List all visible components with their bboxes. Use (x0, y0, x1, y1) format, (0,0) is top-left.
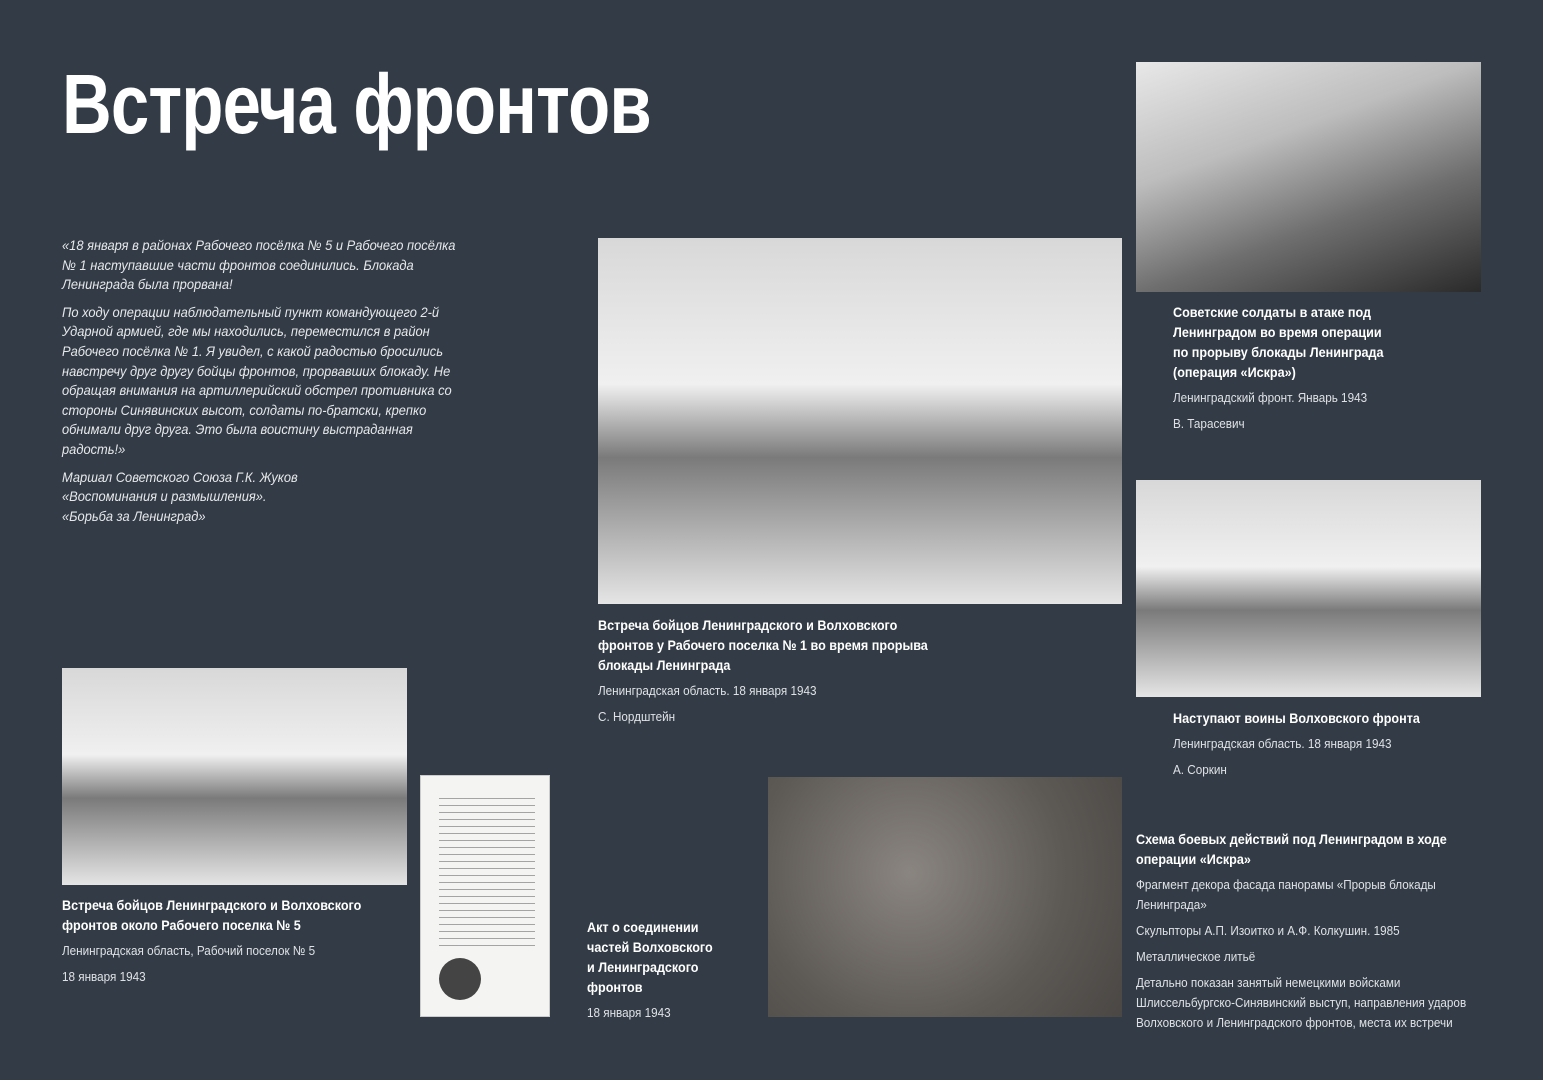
caption-attack (1173, 302, 1398, 440)
caption-author: С. Нордштейн (598, 709, 676, 724)
page-title: Встреча фронтов (62, 57, 651, 151)
quote-attribution (62, 468, 458, 527)
quote-p1: «18 января в районах Рабочего посёлка № 5 и Рабочего посёлка № 1 наступавшие части фронтов соединились. Блокада Ленинграда была прорвана! (62, 237, 456, 293)
caption-place: Ленинградская область. 18 января 1943 (598, 683, 817, 698)
document-act-image (420, 775, 550, 1017)
caption-volkhov (1173, 708, 1443, 786)
caption-line: Скульпторы А.П. Изоитко и А.Ф. Колкушин. 1985 (1136, 923, 1400, 938)
caption-meeting5 (62, 895, 386, 993)
caption-place: Ленинградская область. 18 января 1943 (1173, 736, 1392, 751)
quote-source: «Воспоминания и размышления». (62, 488, 267, 505)
caption-author: В. Тарасевич (1173, 416, 1245, 431)
caption-place: Ленинградский фронт. Январь 1943 (1173, 390, 1368, 405)
caption-line: Детально показан занятый немецкими войсками Шлиссельбургско-Синявинский выступ, направления ударов Волховского и Ленинградского фронтов, места их встречи (1136, 975, 1467, 1030)
caption-main (598, 615, 940, 733)
photo-volkhov-advance (1136, 480, 1481, 697)
caption-title: Акт о соединении частей Волховского и Ленинградского фронтов (587, 919, 713, 995)
quote-author: Маршал Советского Союза Г.К. Жуков (62, 468, 298, 485)
caption-line: Фрагмент декора фасада панорамы «Прорыв блокады Ленинграда» (1136, 877, 1436, 912)
stamp-icon (439, 958, 481, 1000)
caption-act (587, 917, 722, 1029)
caption-date: 18 января 1943 (587, 1005, 671, 1020)
caption-scheme (1136, 829, 1478, 1039)
photo-fronts-meeting (598, 238, 1122, 604)
caption-line: Металлическое литьё (1136, 949, 1256, 964)
caption-date: 18 января 1943 (62, 969, 146, 984)
caption-author: А. Соркин (1173, 762, 1227, 777)
caption-title: Наступают воины Волховского фронта (1173, 710, 1420, 726)
quote-p2: По ходу операции наблюдательный пункт командующего 2-й Ударной армией, где мы находились, переместился в район Рабочего посёлка № 1. Я увидел, с какой радостью бросились навстречу друг другу бойцы фронтов, прорвавших блокаду. Не обращая внимания на артиллерийский обстрел противника со стороны Синявинских высот, солдаты по-братски, крепко обнимали друг друга. Это была воистину выстраданная радость!» (62, 303, 452, 457)
caption-place: Ленинградская область, Рабочий поселок № 5 (62, 943, 316, 958)
photo-soldiers-attack (1136, 62, 1481, 292)
zhukov-quote (62, 236, 482, 534)
caption-title: Встреча бойцов Ленинградского и Волховского фронтов около Рабочего поселка № 5 (62, 897, 362, 933)
caption-title: Советские солдаты в атаке под Ленинградом во время операции по прорыву блокады Ленинграда (операция «Искра») (1173, 304, 1384, 380)
photo-battle-scheme-relief (768, 777, 1122, 1017)
caption-title: Встреча бойцов Ленинградского и Волховского фронтов у Рабочего поселка № 1 во время прорыва блокады Ленинграда (598, 617, 928, 673)
caption-title: Схема боевых действий под Ленинградом в ходе операции «Искра» (1136, 831, 1447, 867)
photo-meeting-settlement-5 (62, 668, 407, 885)
quote-source: «Борьба за Ленинград» (62, 507, 206, 524)
